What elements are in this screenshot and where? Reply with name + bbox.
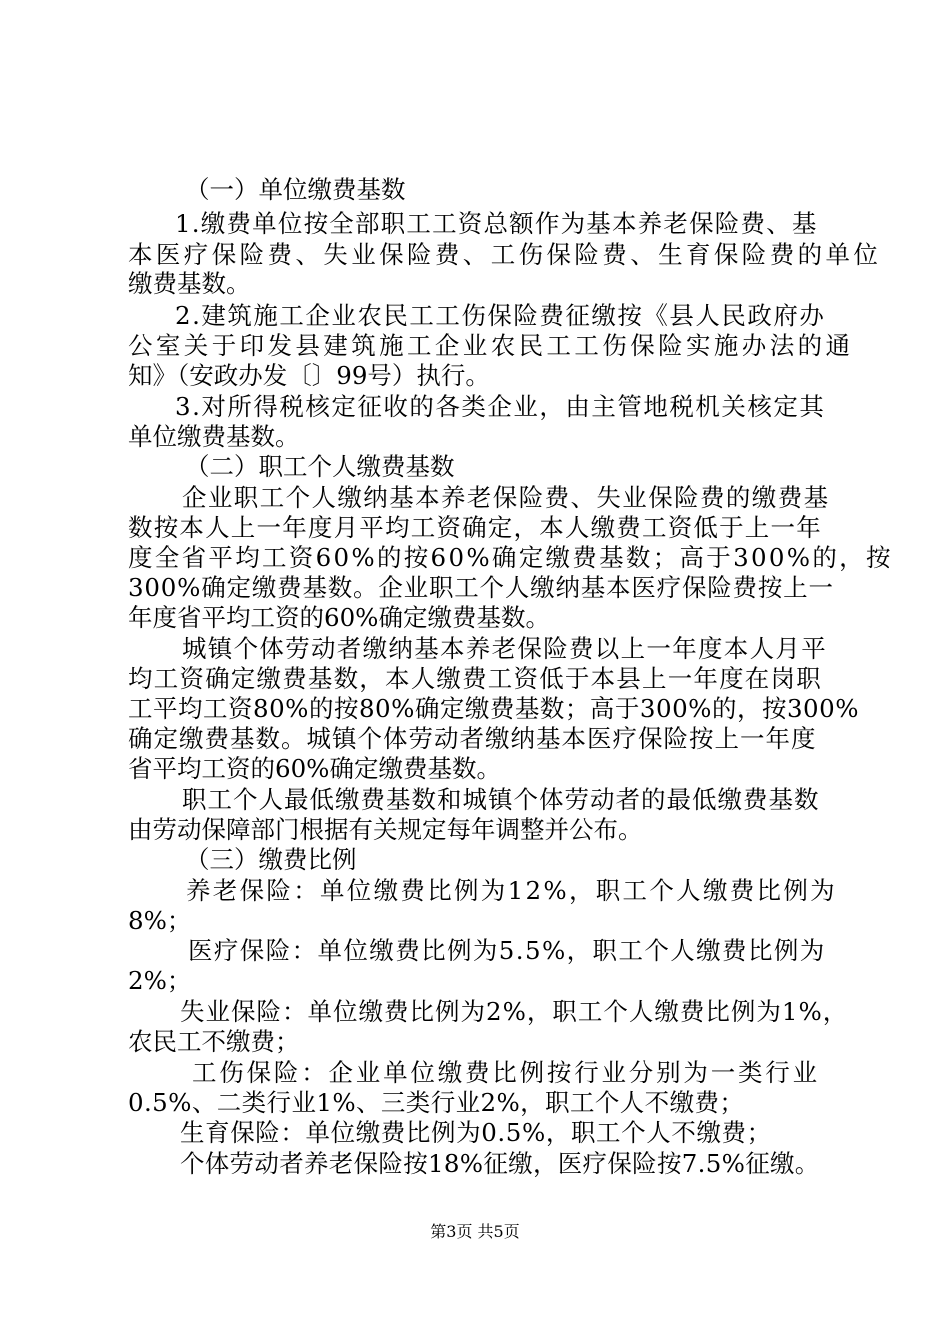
paragraph-line: 城镇个体劳动者缴纳基本养老保险费以上一年度本人月平 [182, 634, 827, 663]
paragraph-line: 公室关于印发县建筑施工企业农民工工伤保险实施办法的通 [128, 331, 854, 360]
paragraph-line: 3.对所得税核定征收的各类企业，由主管地税机关核定其 [175, 392, 826, 421]
paragraph-line: 2%； [128, 966, 192, 995]
paragraph-line: 1.缴费单位按全部职工工资总额作为基本养老保险费、基 [175, 209, 818, 238]
paragraph-line: 均工资确定缴费基数，本人缴费工资低于本县上一年度在岗职 [128, 664, 822, 693]
paragraph-line: 生育保险：单位缴费比例为0.5%，职工个人不缴费； [180, 1118, 772, 1147]
paragraph-line: 失业保险：单位缴费比例为2%，职工个人缴费比例为1%， [180, 997, 849, 1026]
paragraph-line: 省平均工资的60%确定缴费基数。 [128, 754, 501, 783]
page-footer: 第3页 共5页 [430, 1222, 520, 1241]
paragraph-line: 单位缴费基数。 [128, 422, 300, 451]
section-heading: （一）单位缴费基数 [185, 175, 406, 204]
paragraph-line: 企业职工个人缴纳基本养老保险费、失业保险费的缴费基 [182, 483, 830, 512]
paragraph-line: 工伤保险：企业单位缴费比例按行业分别为一类行业 [192, 1058, 820, 1087]
paragraph-line: 0.5%、二类行业1%、三类行业2%，职工个人不缴费； [128, 1088, 745, 1117]
paragraph-line: 职工个人最低缴费基数和城镇个体劳动者的最低缴费基数 [182, 785, 820, 814]
paragraph-line: 由劳动保障部门根据有关规定每年调整并公布。 [128, 815, 643, 844]
section-heading: （三）缴费比例 [185, 845, 357, 874]
paragraph-line: 度全省平均工资60%的按60%确定缴费基数；高于300%的，按 [128, 543, 893, 572]
paragraph-line: 工平均工资80%的按80%确定缴费基数；高于300%的，按300% [128, 694, 859, 723]
paragraph-line: 缴费基数。 [128, 269, 251, 298]
paragraph-line: 养老保险：单位缴费比例为12%，职工个人缴费比例为 [186, 876, 837, 905]
section-heading: （二）职工个人缴费基数 [185, 452, 455, 481]
paragraph-line: 确定缴费基数。城镇个体劳动者缴纳基本医疗保险按上一年度 [128, 724, 817, 753]
paragraph-line: 个体劳动者养老保险按18%征缴，医疗保险按7.5%征缴。 [180, 1149, 820, 1178]
paragraph-line: 2.建筑施工企业农民工工伤保险费征缴按《县人民政府办 [175, 301, 826, 330]
paragraph-line: 8%； [128, 906, 192, 935]
paragraph-line: 知》（安政办发〔〕99号）执行。 [128, 361, 490, 390]
paragraph-line: 本医疗保险费、失业保险费、工伤保险费、生育保险费的单位 [128, 240, 882, 269]
paragraph-line: 年度省平均工资的60%确定缴费基数。 [128, 603, 550, 632]
paragraph-line: 300%确定缴费基数。企业职工个人缴纳基本医疗保险费按上一 [128, 573, 834, 602]
paragraph-line: 农民工不缴费； [128, 1027, 300, 1056]
paragraph-line: 医疗保险：单位缴费比例为5.5%，职工个人缴费比例为 [188, 936, 826, 965]
paragraph-line: 数按本人上一年度月平均工资确定，本人缴费工资低于上一年 [128, 513, 822, 542]
